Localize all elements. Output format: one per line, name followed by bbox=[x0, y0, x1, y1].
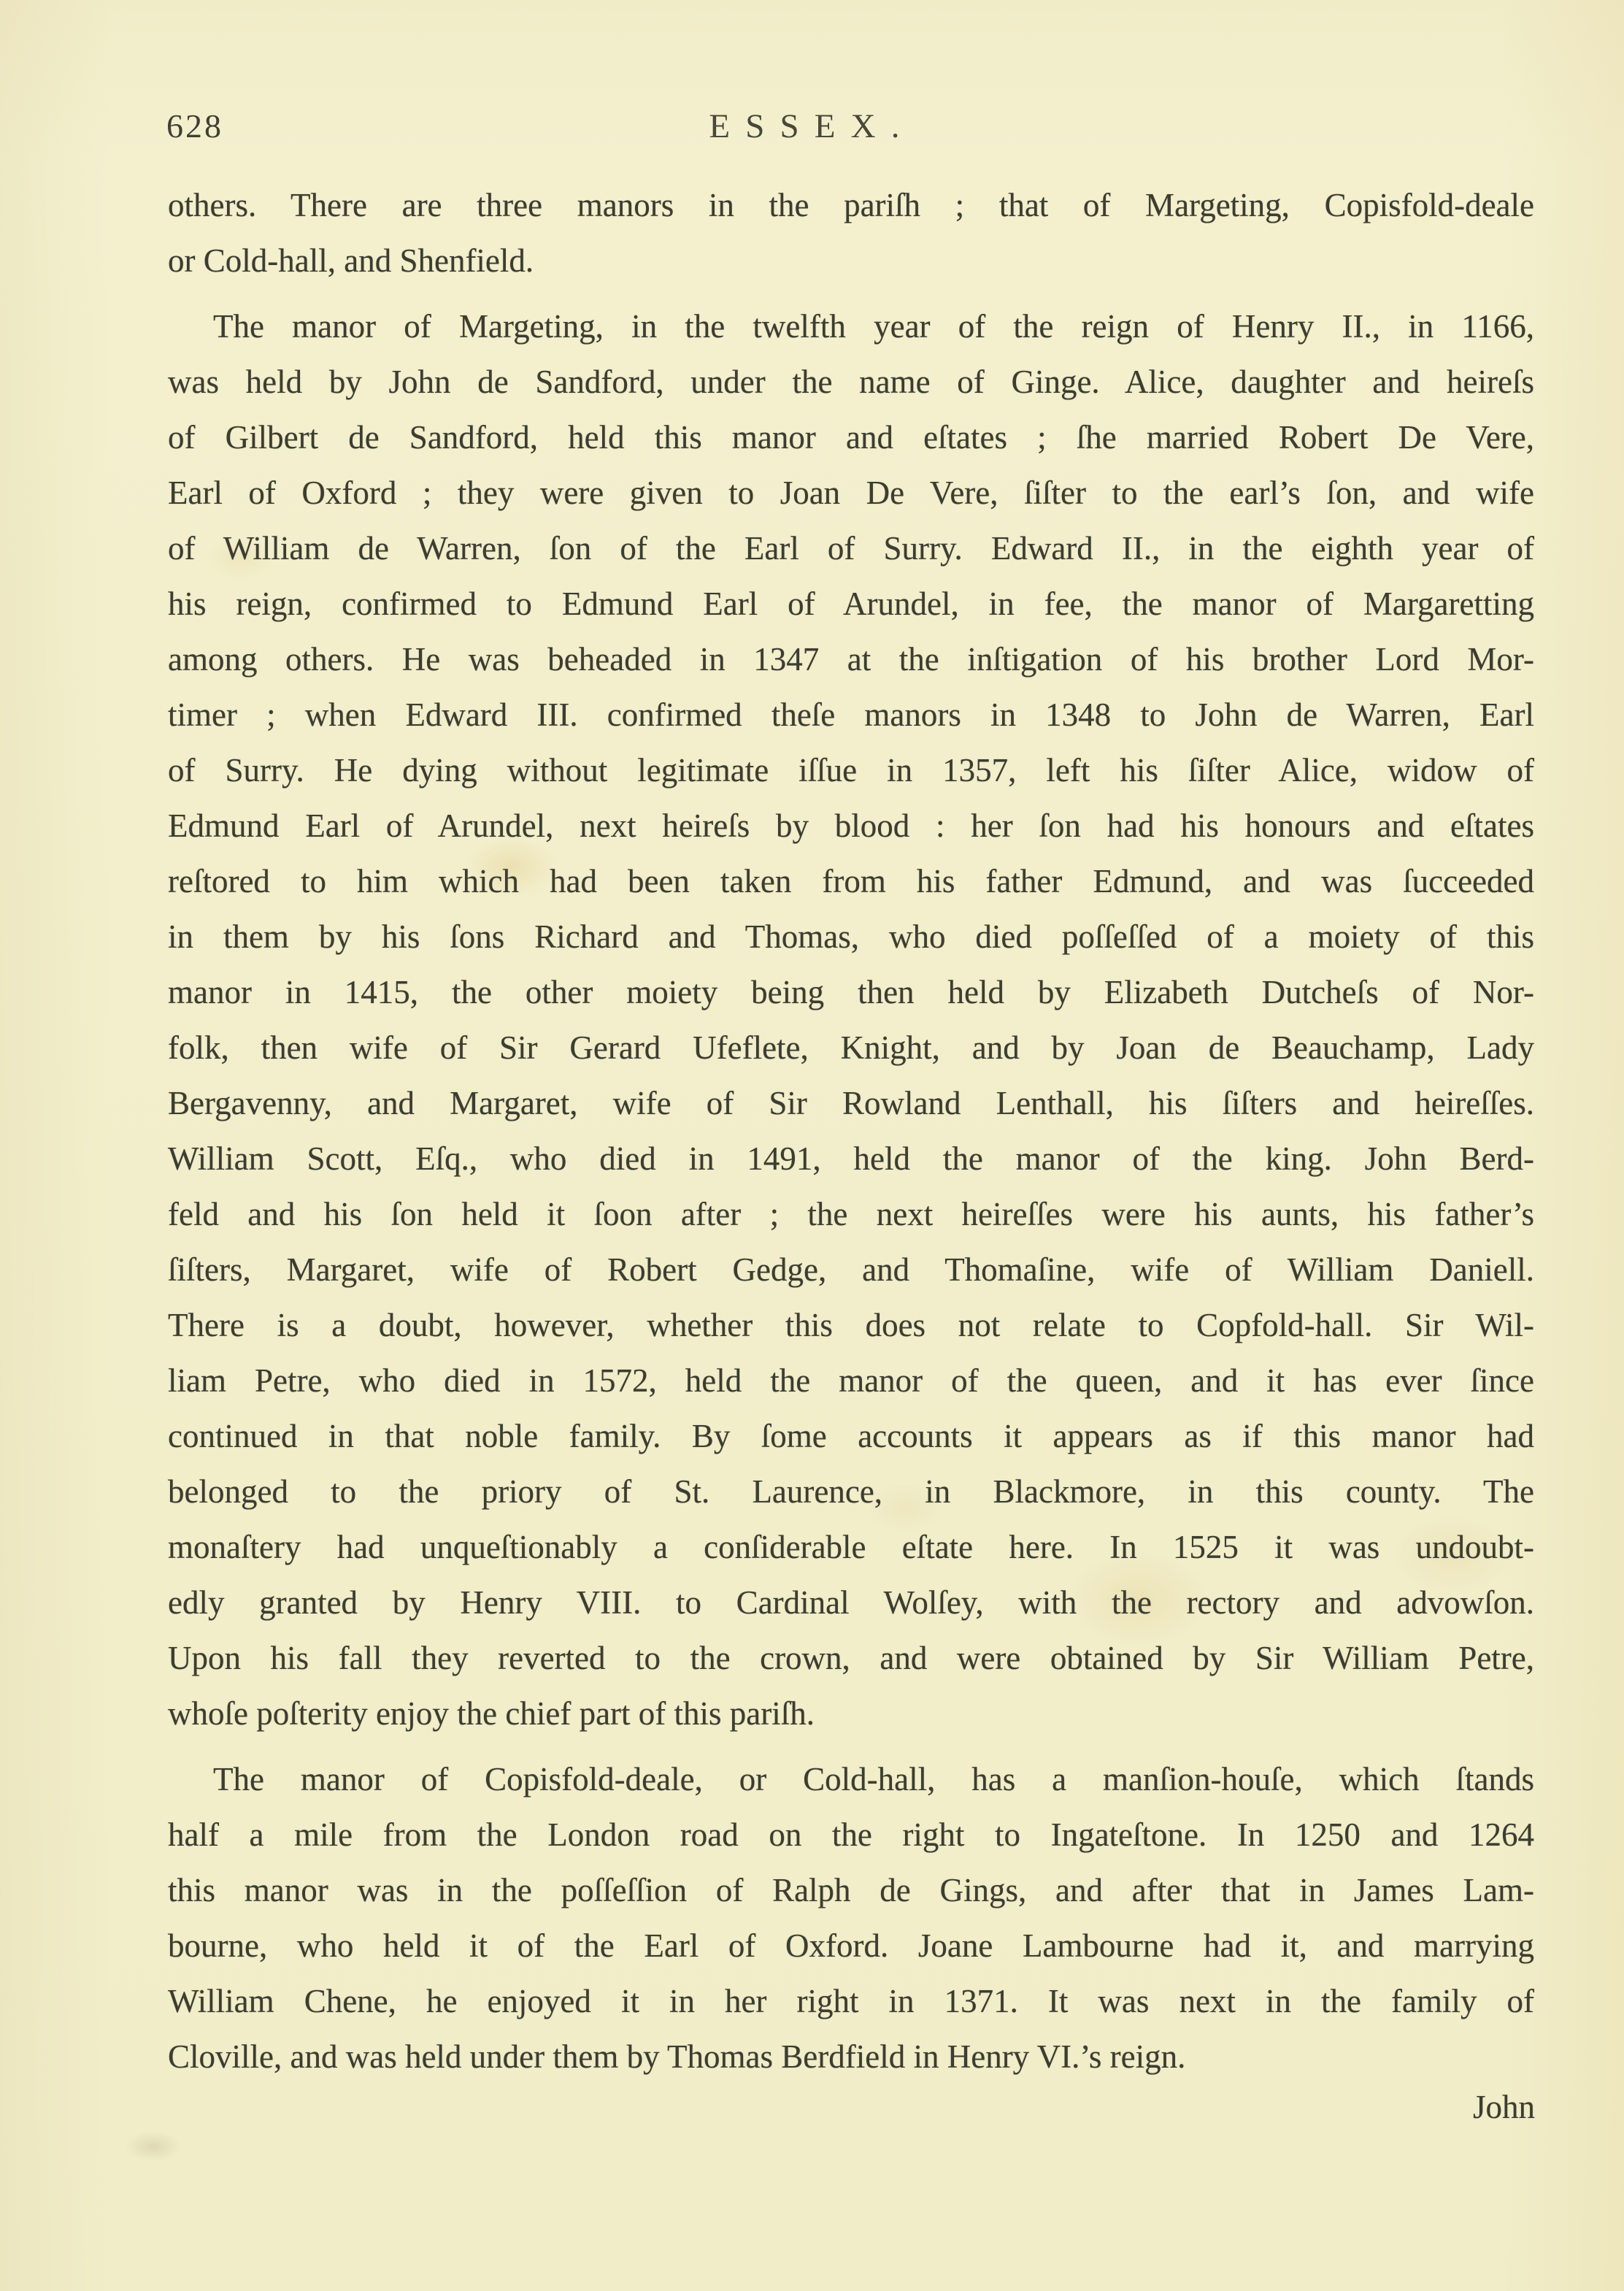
text-line: Bergavenny, and Margaret, wife of Sir Rowland Lenthall, his ſiſters and heireſſes. bbox=[168, 1085, 1534, 1121]
text-line: continued in that noble family. By ſome accounts it appears as if this manor had bbox=[168, 1418, 1534, 1454]
text-line: was held by John de Sandford, under the name of Ginge. Alice, daughter and heireſs bbox=[168, 364, 1534, 400]
text-line: Cloville, and was held under them by Thomas Berdfield in Henry VI.’s reign. bbox=[168, 2038, 1186, 2075]
text-line: feld and his ſon held it ſoon after ; the next heireſſes were his aunts, his father’s bbox=[168, 1196, 1534, 1232]
text-line: Upon his fall they reverted to the crown, and were obtained by Sir William Petre, bbox=[168, 1640, 1534, 1676]
text-line: whoſe poſterity enjoy the chief part of this pariſh. bbox=[168, 1695, 815, 1732]
text-line: edly granted by Henry VIII. to Cardinal Wolſey, with the rectory and advowſon. bbox=[168, 1584, 1534, 1621]
text-line: of Surry. He dying without legitimate iſſue in 1357, left his ſiſter Alice, widow of bbox=[168, 752, 1534, 788]
text-line: others. There are three manors in the pariſh ; that of Margeting, Copisfold-deale bbox=[168, 187, 1534, 223]
catchword: John bbox=[1472, 2089, 1535, 2125]
text-line: timer ; when Edward III. confirmed theſe manors in 1348 to John de Warren, Earl bbox=[168, 696, 1534, 733]
text-line: William Chene, he enjoyed it in her right in 1371. It was next in the family of bbox=[168, 1983, 1534, 2019]
text-line: folk, then wife of Sir Gerard Ufeflete, Knight, and by Joan de Beauchamp, Lady bbox=[168, 1029, 1534, 1066]
paragraph bbox=[168, 177, 1534, 288]
page-number: 628 bbox=[166, 107, 223, 145]
text-line: of Gilbert de Sandford, held this manor and eſtates ; ſhe married Robert De Vere, bbox=[168, 419, 1534, 456]
text-line: There is a doubt, however, whether this does not relate to Copfold-hall. Sir Wil- bbox=[168, 1307, 1534, 1343]
text-line: among others. He was beheaded in 1347 at the inſtigation of his brother Lord Mor- bbox=[168, 641, 1534, 678]
text-line: reſtored to him which had been taken from his father Edmund, and was ſucceeded bbox=[168, 863, 1534, 899]
text-line: manor in 1415, the other moiety being then held by Elizabeth Dutcheſs of Nor- bbox=[168, 974, 1534, 1010]
text-line: in them by his ſons Richard and Thomas, who died poſſeſſed of a moiety of this bbox=[168, 918, 1534, 955]
text-line: Edmund Earl of Arundel, next heireſs by blood : her ſon had his honours and eſtates bbox=[168, 807, 1534, 844]
text-line: ſiſters, Margaret, wife of Robert Gedge, and Thomaſine, wife of William Daniell. bbox=[168, 1251, 1534, 1288]
paragraph bbox=[168, 299, 1534, 1741]
paragraph bbox=[168, 1751, 1534, 2084]
text-line: monaſtery had unqueſtionably a conſiderable eſtate here. In 1525 it was undoubt- bbox=[168, 1529, 1534, 1565]
text-line: this manor was in the poſſeſſion of Ralph de Gings, and after that in James Lam- bbox=[168, 1872, 1534, 1908]
text-line: Earl of Oxford ; they were given to Joan De Vere, ſiſter to the earl’s ſon, and wife bbox=[168, 475, 1534, 511]
running-head bbox=[0, 107, 1624, 150]
text-line: liam Petre, who died in 1572, held the manor of the queen, and it has ever ſince bbox=[168, 1362, 1534, 1399]
page-body bbox=[168, 177, 1534, 2084]
text-line: his reign, confirmed to Edmund Earl of Arundel, in fee, the manor of Margaretting bbox=[168, 586, 1534, 622]
text-line: bourne, who held it of the Earl of Oxford. Joane Lambourne had it, and marrying bbox=[168, 1927, 1534, 1964]
running-title: ESSEX. bbox=[709, 107, 915, 145]
text-line: The manor of Copisfold-deale, or Cold-hall, has a manſion-houſe, which ſtands bbox=[213, 1761, 1534, 1797]
text-line: half a mile from the London road on the right to Ingateſtone. In 1250 and 1264 bbox=[168, 1816, 1534, 1853]
text-line: of William de Warren, ſon of the Earl of Surry. Edward II., in the eighth year of bbox=[168, 530, 1534, 567]
text-line: or Cold-hall, and Shenfield. bbox=[168, 242, 534, 279]
text-line: William Scott, Eſq., who died in 1491, held the manor of the king. John Berd- bbox=[168, 1140, 1534, 1177]
text-line: belonged to the priory of St. Laurence, in Blackmore, in this county. The bbox=[168, 1473, 1534, 1510]
text-line: The manor of Margeting, in the twelfth year of the reign of Henry II., in 1166, bbox=[213, 308, 1534, 345]
